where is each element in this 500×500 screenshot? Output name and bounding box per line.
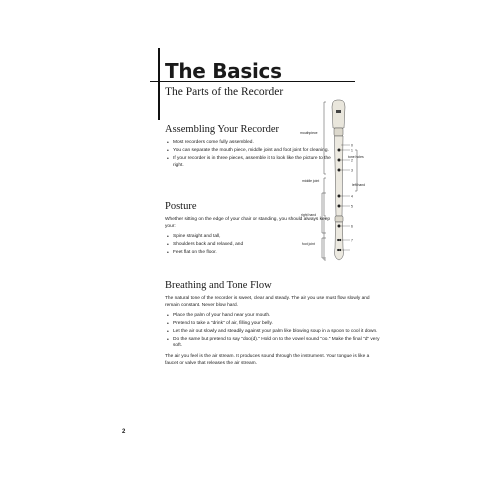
tone-hole (337, 249, 339, 251)
foot-joint-label: foot joint (302, 242, 315, 246)
recorder-window (336, 110, 341, 113)
mouthpiece-label: mouthpiece (300, 131, 318, 135)
tone-hole (337, 239, 339, 241)
tone-hole (339, 239, 341, 241)
tone-hole (338, 169, 341, 172)
tone-hole (339, 249, 341, 251)
hole-number: 5 (351, 204, 353, 209)
recorder-head (332, 100, 345, 128)
hole-number: 6 (351, 224, 353, 229)
list-item: • If your recorder is in three pieces, assemble it to look like the picture to the right. (173, 156, 337, 170)
recorder-diagram (300, 98, 370, 263)
recorder-joint-ring (334, 128, 343, 136)
list-item: • Place the palm of your hand near your mouth. (173, 313, 380, 320)
hole-number: 2 (351, 158, 353, 163)
middle-joint-label: middle joint (302, 179, 320, 183)
breathing-outro: The air you feel is the air stream. It produces sound through the instrument. Your tongue is like a faucet or valve that releases the air stream. (165, 354, 370, 366)
tone-hole (338, 149, 341, 152)
middle-joint-bracket (324, 178, 326, 216)
right-hand-label: right hand (301, 213, 317, 217)
hole-number: 4 (351, 194, 353, 199)
foot-joint-bracket (324, 218, 326, 260)
assembling-heading: Assembling Your Recorder (165, 124, 280, 135)
hole-number: 0 (351, 143, 353, 148)
page-title: The Basics (165, 59, 282, 83)
breathing-section (165, 280, 380, 371)
list-item: • Do the same but pretend to say "doo(d)." Hold on to the vowel sound "oo." Make the final "d" very soft. (173, 337, 380, 351)
left-hand-label: left hand (352, 183, 366, 187)
list-item: • Feet flat on the floor. (173, 250, 337, 257)
hole-number: 3 (351, 168, 353, 173)
posture-heading: Posture (165, 201, 197, 212)
breathing-list (165, 313, 380, 351)
title-vertical-rule (158, 48, 160, 120)
recorder-body (332, 100, 345, 260)
tone-hole (338, 205, 341, 208)
tone-hole (338, 159, 341, 162)
recorder-middle-body (335, 136, 344, 216)
hole-number: 7 (351, 238, 353, 243)
tone-hole (338, 195, 341, 198)
list-item: • Spine straight and tall, (173, 234, 337, 241)
list-item: • Most recorders come fully assembled. (173, 140, 337, 147)
breathing-intro: The natural tone of the recorder is sweet, clear and steady. The air you use must flow slowly and remain constant. Never blow hard. (165, 296, 370, 308)
mouthpiece-bracket (324, 102, 326, 174)
list-item: • You can separate the mouth piece, middle joint and foot joint for cleaning. (173, 148, 337, 155)
tone-holes-label: tone holes (348, 155, 364, 159)
posture-intro: Whether sitting on the edge of your chair or standing, you should always keep your: (165, 217, 331, 229)
hole-number: 1 (351, 148, 353, 153)
recorder-lower-ring (335, 216, 343, 222)
page-subtitle: The Parts of the Recorder (165, 86, 284, 98)
breathing-heading: Breathing and Tone Flow (165, 280, 272, 291)
page-number: 2 (122, 429, 126, 435)
list-item: • Let the air out slowly and steadily against your palm like blowing soup in a spoon to cool it down. (173, 329, 380, 336)
list-item: • Pretend to take a "drink" of air, filling your belly. (173, 321, 380, 328)
list-item: • Shoulders back and relaxed, and (173, 242, 337, 249)
tone-hole (338, 225, 341, 228)
recorder-foot (335, 222, 344, 260)
